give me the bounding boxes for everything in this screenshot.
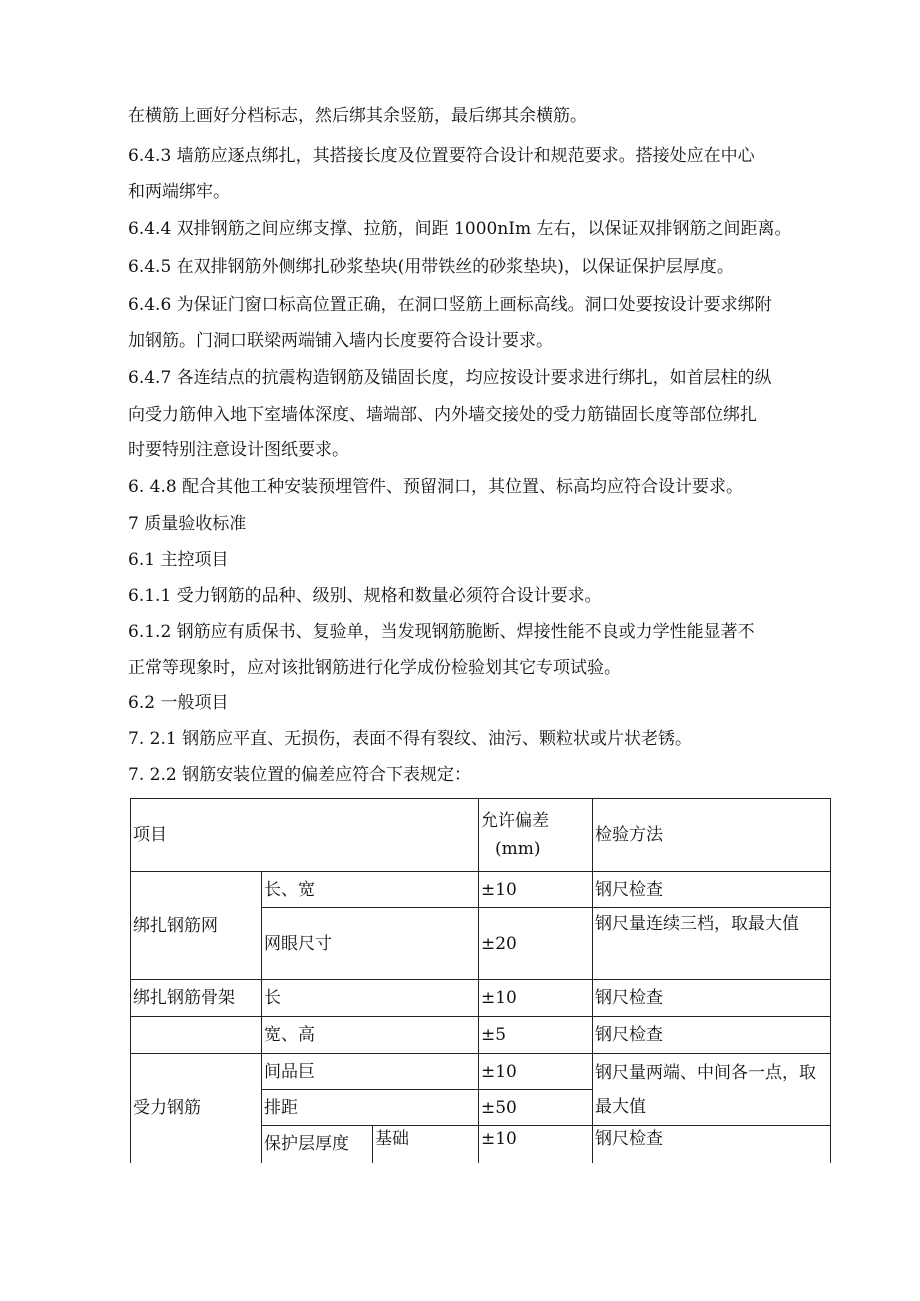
cell-tolerance: ±10 <box>479 872 593 908</box>
header-item: 项目 <box>131 799 479 872</box>
cell-method: 钢尺量两端、中间各一点，取最大值 <box>593 1054 831 1126</box>
clause-6-4-6: 6.4.6 为保证门窗口标高位置正确，在洞口竖筋上画标高线。洞口处要按设计要求绑附 <box>128 295 772 315</box>
clause-6-4-3: 6.4.3 墙筋应逐点绑扎，其搭接长度及位置要符合设计和规范要求。搭接处应在中心 <box>128 146 755 166</box>
clause-6-4-7: 6.4.7 各连结点的抗震构造钢筋及锚固长度，均应按设计要求进行绑扎，如首层柱的纵 <box>128 368 772 388</box>
cell-subitem: 保护层厚度 <box>262 1126 373 1163</box>
cell-subitem: 宽、高 <box>262 1017 479 1054</box>
subsection-heading: 6.1 主控项目 <box>128 550 229 570</box>
paragraph: 向受力筋伸入地下室墙体深度、墙端部、内外墙交接处的受力筋锚固长度等部位绑扎 <box>128 405 757 425</box>
tolerance-table <box>130 798 831 1163</box>
table-row <box>131 1054 831 1090</box>
clause-6-4-8: 6. 4.8 配合其他工种安装预埋管件、预留洞口，其位置、标高均应符合设计要求。 <box>128 477 744 497</box>
clause-6-4-5: 6.4.5 在双排钢筋外侧绑扎砂浆垫块(用带铁丝的砂浆垫块)，以保证保护层厚度。 <box>128 257 734 277</box>
cell-subitem: 间品巨 <box>262 1054 479 1090</box>
cell-tolerance: ±5 <box>479 1017 593 1054</box>
cell-method: 钢尺检查 <box>593 872 831 908</box>
table-row <box>131 872 831 908</box>
cell-method: 钢尺量连续三档，取最大值 <box>593 908 831 980</box>
paragraph: 和两端绑牢。 <box>128 182 230 202</box>
header-tolerance-label: 允许偏差 <box>481 811 549 831</box>
cell-method: 钢尺检查 <box>593 980 831 1017</box>
paragraph: 正常等现象时，应对该批钢筋进行化学成份检验划其它专项试验。 <box>128 658 621 678</box>
table-header-row <box>131 799 831 872</box>
header-tolerance-unit: (mm) <box>495 839 541 859</box>
clause-6-1-2: 6.1.2 钢筋应有质保书、复验单，当发现钢筋脆断、焊接性能不良或力学性能显著不 <box>128 622 755 642</box>
cell-tolerance: ±10 <box>479 980 593 1017</box>
cell-subitem: 长 <box>262 980 479 1017</box>
clause-6-1-1: 6.1.1 受力钢筋的品种、级别、规格和数量必须符合设计要求。 <box>128 586 602 606</box>
cell-subitem: 长、宽 <box>262 872 479 908</box>
clause-6-4-4: 6.4.4 双排钢筋之间应绑支撑、拉筋，间距 1000nIm 左右，以保证双排钢筋之间距离。 <box>128 219 792 239</box>
cell-subitem: 排距 <box>262 1090 479 1126</box>
cell-tolerance: ±20 <box>479 908 593 980</box>
table-row <box>131 980 831 1017</box>
cell-method: 钢尺检查 <box>593 1017 831 1054</box>
clause-7-2-2: 7. 2.2 钢筋安装位置的偏差应符合下表规定： <box>128 765 472 785</box>
row-label-frame: 绑扎钢筋骨架 <box>131 980 262 1017</box>
header-method: 检验方法 <box>593 799 831 872</box>
section-heading: 7 质量验收标准 <box>128 514 247 534</box>
cell-tolerance: ±50 <box>479 1090 593 1126</box>
cell-tolerance: ±10 <box>479 1054 593 1090</box>
row-label-mesh: 绑扎钢筋网 <box>131 872 262 980</box>
cell-tolerance: ±10 <box>479 1126 593 1163</box>
paragraph: 时要特别注意设计图纸要求。 <box>128 440 349 460</box>
subsection-heading: 6.2 一般项目 <box>128 693 229 713</box>
table-row <box>131 1017 831 1054</box>
cell-subitem: 网眼尺寸 <box>262 908 479 980</box>
empty-cell <box>131 1017 262 1054</box>
header-tolerance <box>479 799 593 872</box>
clause-7-2-1: 7. 2.1 钢筋应平直、无损伤，表面不得有裂纹、油污、颗粒状或片状老锈。 <box>128 729 693 749</box>
paragraph: 加钢筋。门洞口联梁两端铺入墙内长度要符合设计要求。 <box>128 331 553 351</box>
paragraph: 在横筋上画好分档标志，然后绑其余竖筋，最后绑其余横筋。 <box>128 106 587 126</box>
row-label-rebar: 受力钢筋 <box>131 1054 262 1163</box>
cell-method: 钢尺检查 <box>593 1126 831 1163</box>
cell-subitem-detail: 基础 <box>373 1126 479 1163</box>
